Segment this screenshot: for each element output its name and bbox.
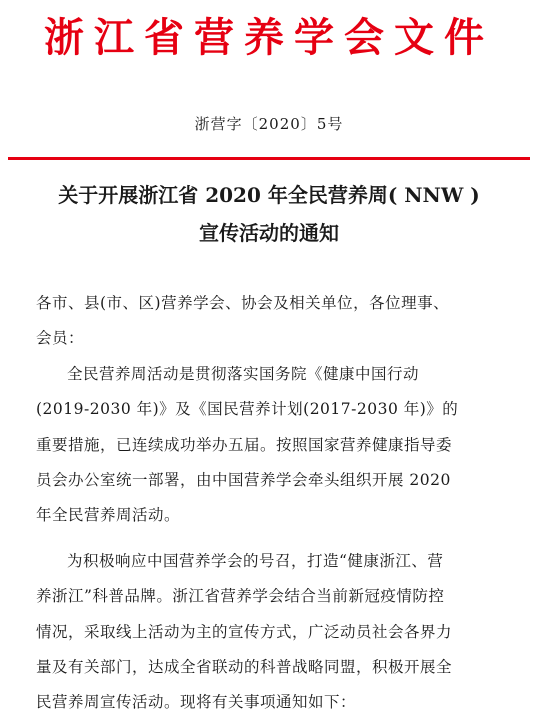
paragraph-2-line-4: 量及有关部门，达成全省联动的科普战略同盟，积极开展全 [36,658,453,677]
red-separator-rule [8,157,530,160]
paragraph-2-line-5: 民营养周宣传活动。现将有关事项通知如下： [36,693,357,712]
document-masthead: 浙江省营养学会文件 [44,15,494,61]
paragraph-2-line-1: 为积极响应中国营养学会的号召，打造“健康浙江、营 [67,551,444,570]
salutation-line-2: 会员： [36,329,85,348]
paragraph-2-line-2: 养浙江”科普品牌。浙江省营养学会结合当前新冠疫情防控 [36,587,445,606]
document-number: 浙营字〔2020〕5号 [194,115,344,133]
notice-body [36,286,506,721]
paragraph-1-line-1: 全民营养周活动是贯彻落实国务院《健康中国行动 [67,364,420,383]
paragraph-1-line-3: 重要措施，已连续成功举办五届。按照国家营养健康指导委 [36,435,453,454]
paragraph-1-line-4: 员会办公室统一部署，由中国营养学会牵头组织开展 2020 [36,471,451,490]
notice-title [0,176,538,252]
paragraph-2-line-3: 情况，采取线上活动为主的宣传方式，广泛动员社会各界力 [36,622,453,641]
paragraph-1-line-2: (2019-2030 年)》及《国民营养计划(2017-2030 年)》的 [36,400,459,419]
salutation-line-1: 各市、县(市、区)营养学会、协会及相关单位，各位理事、 [36,294,450,312]
notice-title-line-2: 宣传活动的通知 [199,221,339,245]
paragraph-1-line-5: 年全民营养周活动。 [36,506,181,525]
notice-title-line-1: 关于开展浙江省 2020 年全民营养周( NNW ) [58,183,480,207]
